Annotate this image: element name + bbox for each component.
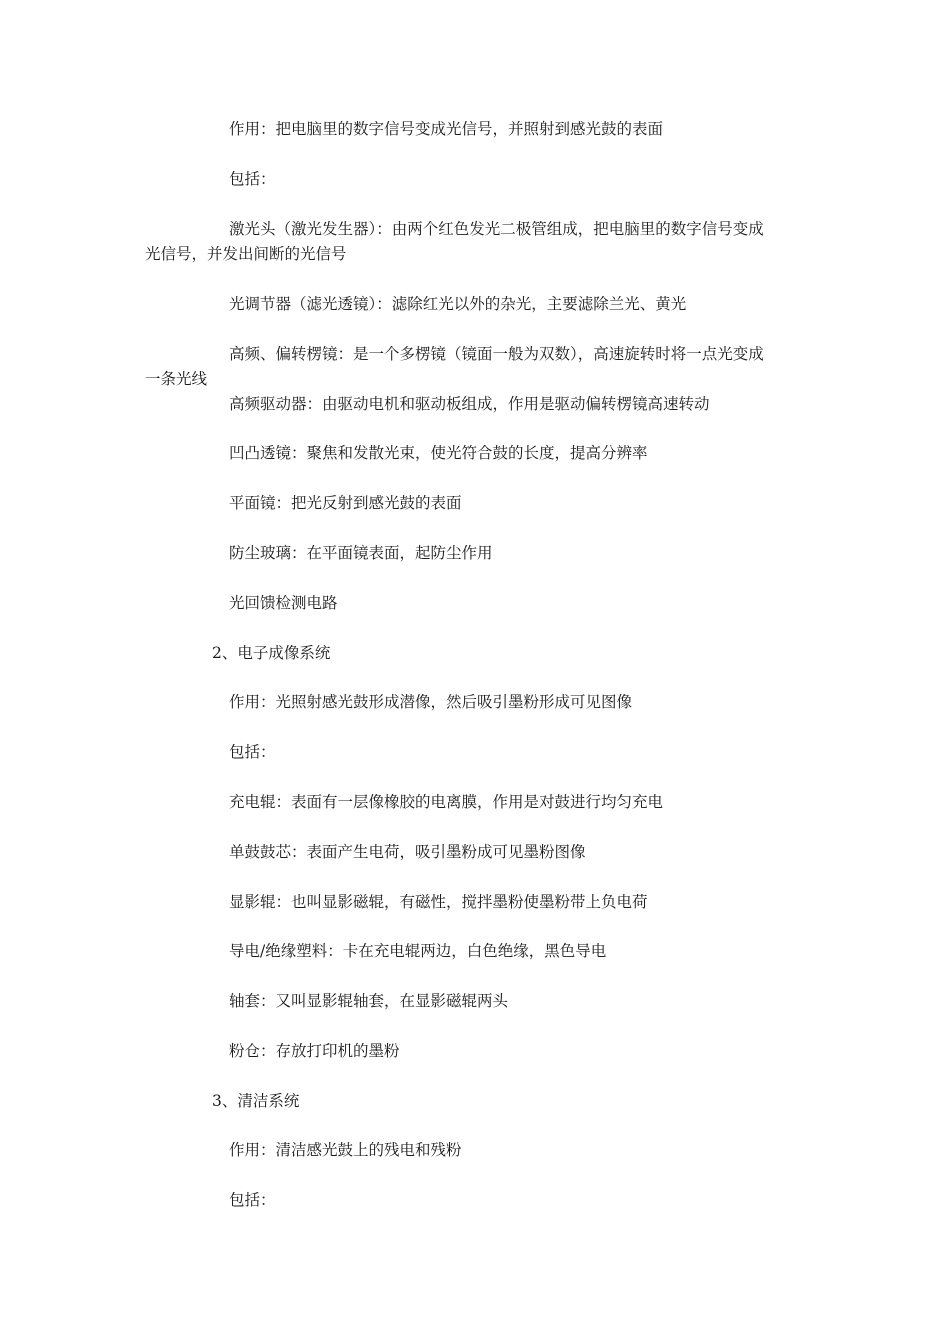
section-heading: 3、清洁系统 — [212, 1092, 300, 1110]
text-line: 凹凸透镜：聚焦和发散光束，使光符合鼓的长度，提高分辨率 — [229, 444, 648, 462]
text-line: 一条光线 — [145, 370, 208, 388]
text-line: 导电/绝缘塑料：卡在充电辊两边，白色绝缘，黑色导电 — [229, 942, 607, 960]
text-line: 粉仓：存放打印机的墨粉 — [229, 1042, 400, 1060]
text-line: 防尘玻璃：在平面镜表面，起防尘作用 — [229, 544, 493, 562]
text-line: 作用：把电脑里的数字信号变成光信号，并照射到感光鼓的表面 — [229, 120, 664, 138]
text-line: 包括： — [229, 743, 276, 761]
section-heading: 2、电子成像系统 — [212, 644, 331, 662]
text-line: 包括： — [229, 170, 276, 188]
text-line: 高频、偏转楞镜：是一个多楞镜（镜面一般为双数），高速旋转时将一点光变成 — [229, 345, 764, 363]
text-line: 光回馈检测电路 — [229, 594, 338, 612]
text-line: 平面镜：把光反射到感光鼓的表面 — [229, 494, 462, 512]
text-line: 显影辊：也叫显影磁辊，有磁性，搅拌墨粉使墨粉带上负电荷 — [229, 893, 648, 911]
text-line: 作用：光照射感光鼓形成潜像，然后吸引墨粉形成可见图像 — [229, 693, 633, 711]
text-line: 轴套：又叫显影辊轴套，在显影磁辊两头 — [229, 992, 509, 1010]
text-line: 高频驱动器：由驱动电机和驱动板组成，作用是驱动偏转楞镜高速转动 — [229, 395, 710, 413]
text-line: 包括： — [229, 1191, 276, 1209]
text-line: 光信号，并发出间断的光信号 — [145, 245, 347, 263]
text-line: 单鼓鼓芯：表面产生电荷，吸引墨粉成可见墨粉图像 — [229, 843, 586, 861]
text-line: 作用：清洁感光鼓上的残电和残粉 — [229, 1141, 462, 1159]
text-line: 激光头（激光发生器）：由两个红色发光二极管组成，把电脑里的数字信号变成 — [229, 220, 764, 238]
text-line: 充电辊：表面有一层像橡胶的电离膜，作用是对鼓进行均匀充电 — [229, 793, 664, 811]
text-line: 光调节器（滤光透镜）：滤除红光以外的杂光，主要滤除兰光、黄光 — [229, 295, 687, 313]
